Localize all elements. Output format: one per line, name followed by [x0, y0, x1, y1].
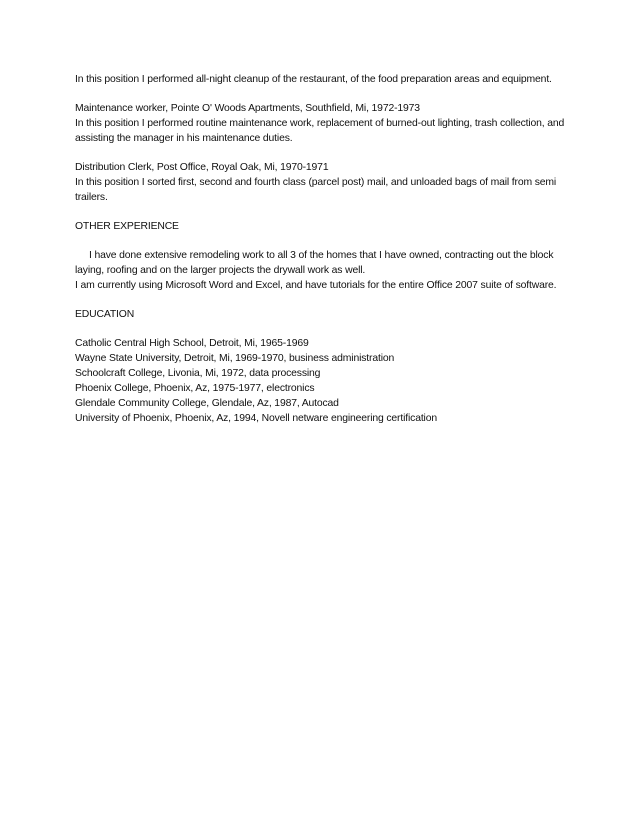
distribution-job-block	[75, 160, 575, 205]
restaurant-job-block	[75, 72, 575, 87]
education-item: Wayne State University, Detroit, Mi, 1969-1970, business administration	[75, 353, 395, 364]
other-experience-block	[75, 248, 575, 293]
education-item: University of Phoenix, Phoenix, Az, 1994, Novell netware engineering certification	[75, 413, 437, 424]
maintenance-job-description: In this position I performed routine maintenance work, replacement of burned-out lighting, trash collection, and assisting the manager in his maintenance duties.	[75, 118, 565, 144]
distribution-job-title: Distribution Clerk, Post Office, Royal Oak, Mi, 1970-1971	[75, 162, 329, 173]
education-item: Schoolcraft College, Livonia, Mi, 1972, data processing	[75, 368, 321, 379]
education-list	[75, 336, 575, 426]
distribution-job-description: In this position I sorted first, second and fourth class (parcel post) mail, and unloaded bags of mail from semi trailers.	[75, 177, 557, 203]
education-item: Glendale Community College, Glendale, Az, 1987, Autocad	[75, 398, 339, 409]
maintenance-job-block	[75, 101, 575, 146]
education-heading: EDUCATION	[75, 309, 135, 320]
maintenance-job-title: Maintenance worker, Pointe O' Woods Apartments, Southfield, Mi, 1972-1973	[75, 103, 420, 114]
education-item: Catholic Central High School, Detroit, Mi, 1965-1969	[75, 338, 309, 349]
other-experience-heading: OTHER EXPERIENCE	[75, 221, 179, 232]
software-experience: I am currently using Microsoft Word and Excel, and have tutorials for the entire Office 2007 suite of software.	[75, 280, 557, 291]
resume-page	[75, 72, 575, 440]
remodeling-experience: I have done extensive remodeling work to all 3 of the homes that I have owned, contracting out the block laying, roofing and on the larger projects the drywall work as well.	[75, 250, 554, 276]
education-item: Phoenix College, Phoenix, Az, 1975-1977, electronics	[75, 383, 315, 394]
restaurant-job-description: In this position I performed all-night cleanup of the restaurant, of the food preparation areas and equipment.	[75, 74, 552, 85]
